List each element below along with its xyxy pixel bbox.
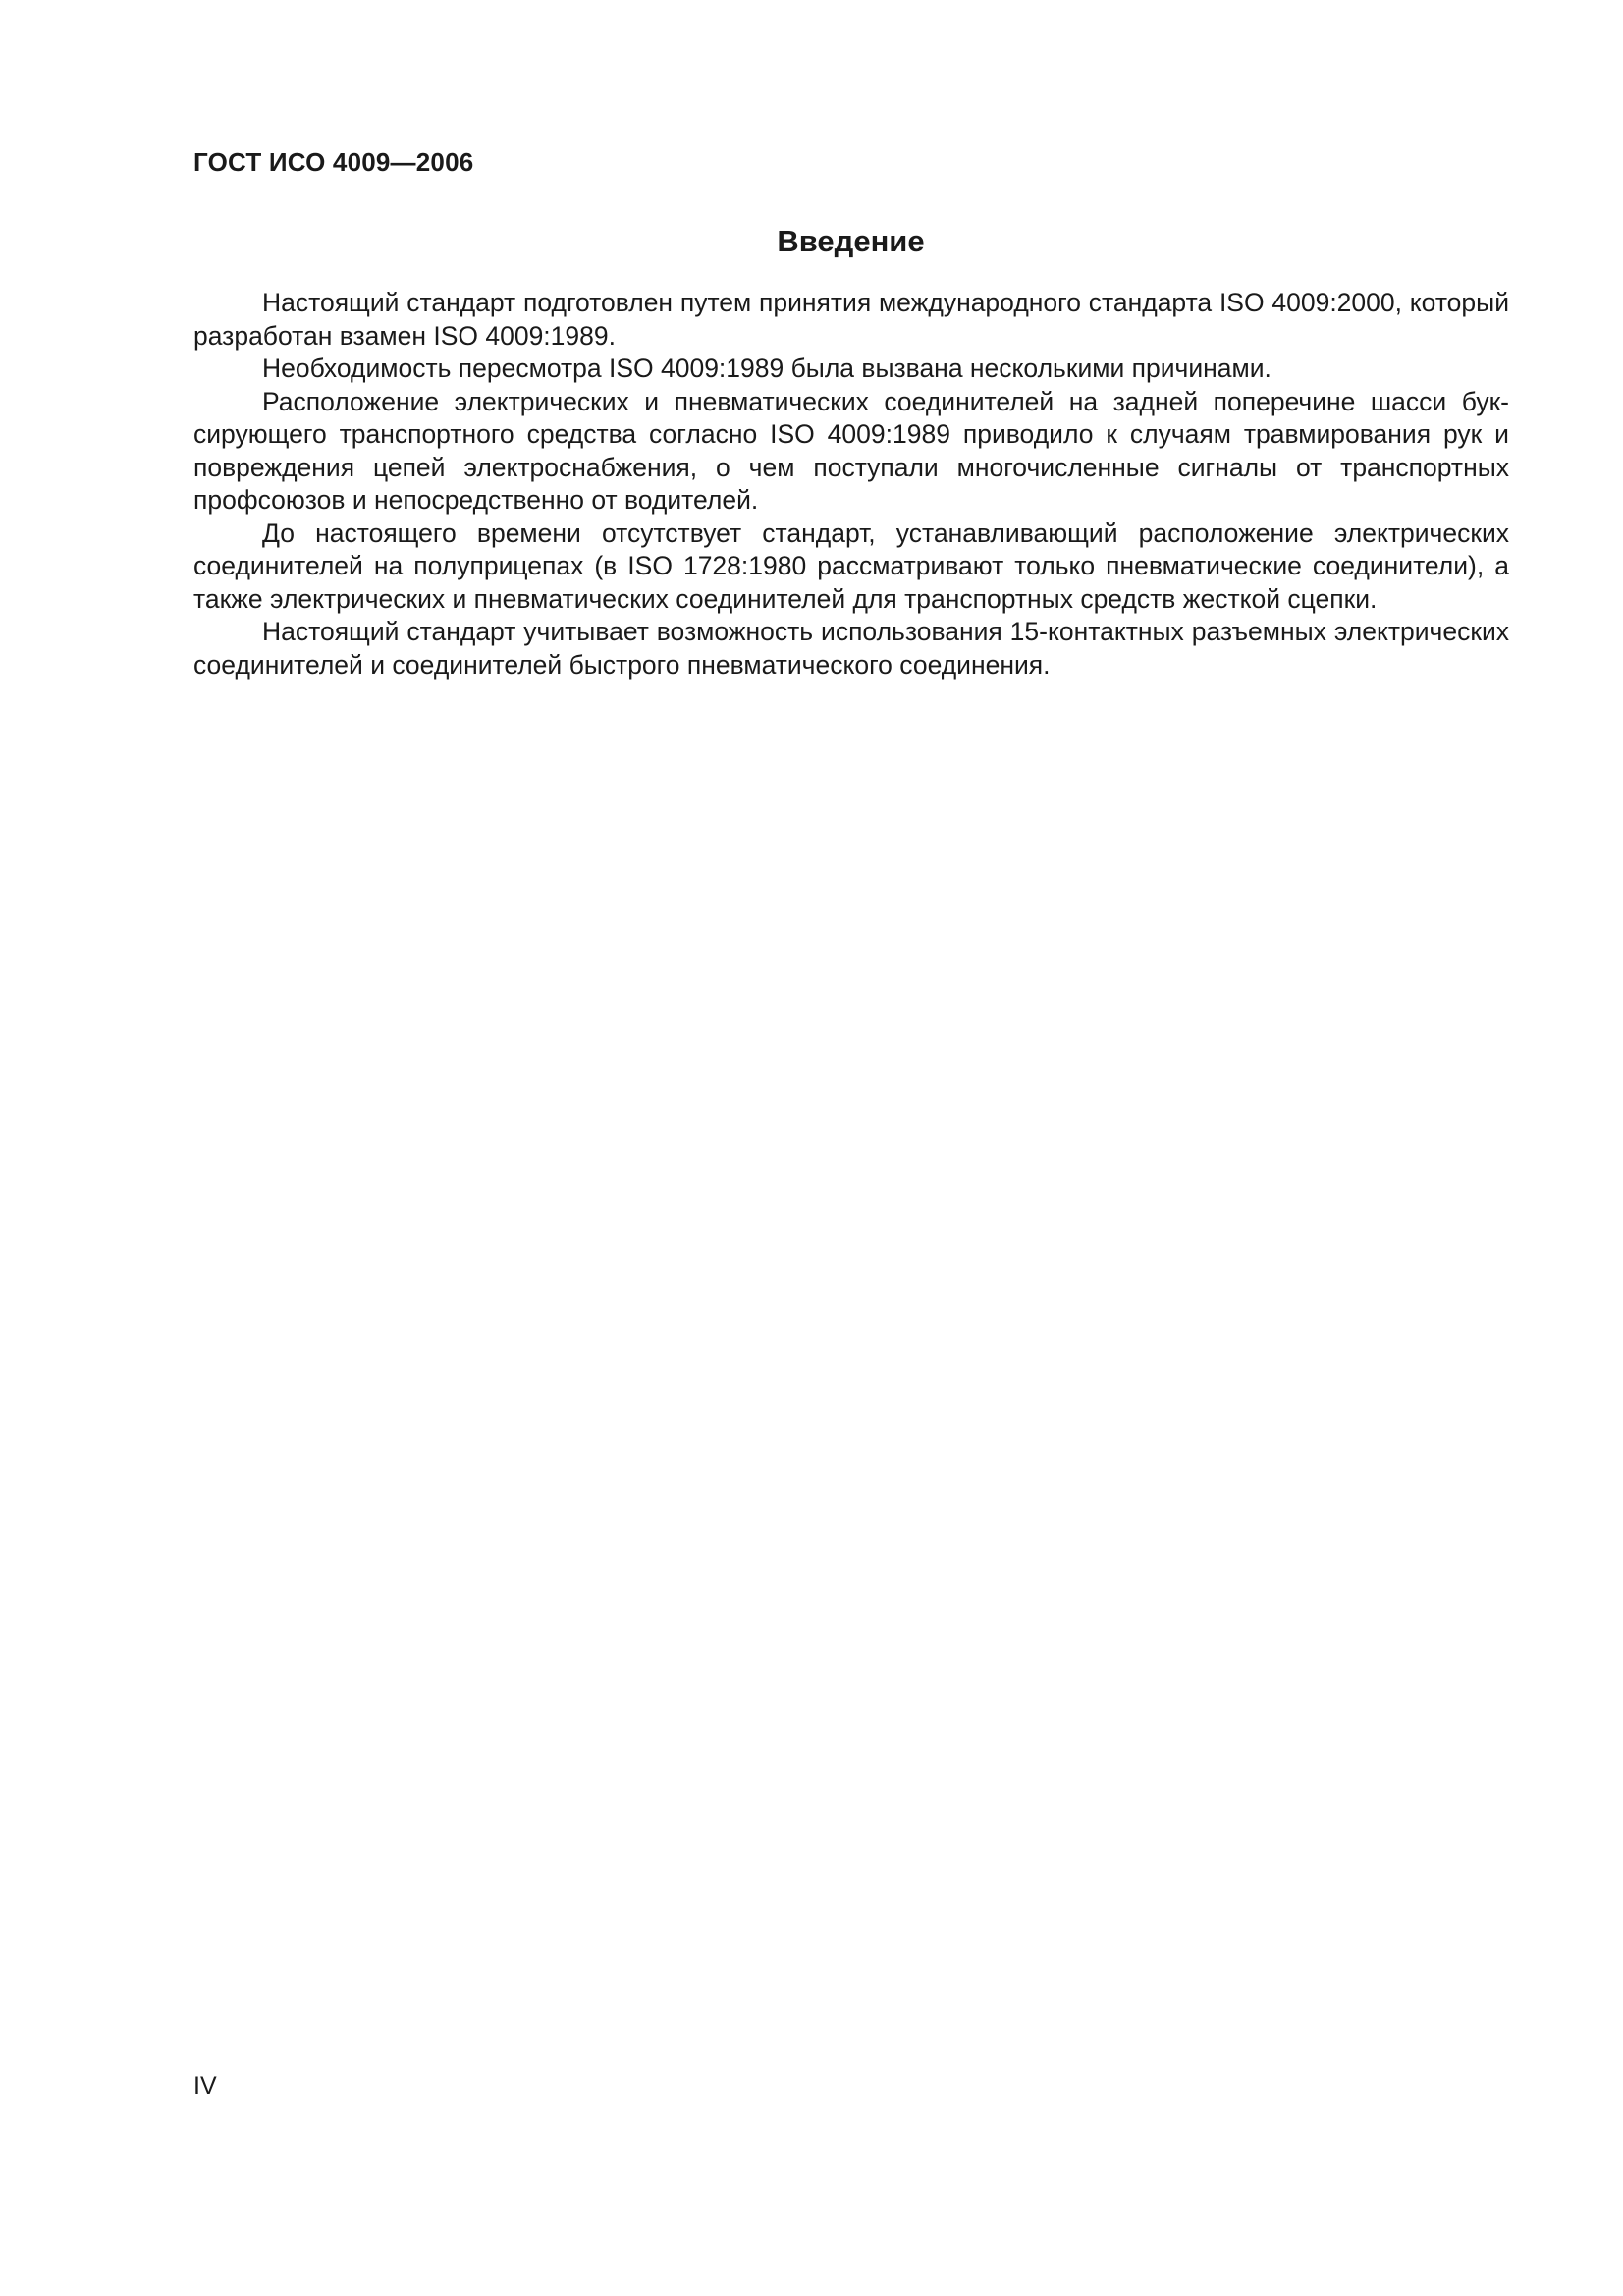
paragraph: Необходимость пересмотра ISO 4009:1989 была вызвана несколькими причинами. xyxy=(262,354,1271,383)
document-code-header: ГОСТ ИСО 4009—2006 xyxy=(193,147,474,177)
paragraph: До настоящего времени отсутствует стандарт, устанавливающий расположение электрических соединителей на полуприцепах (в ISO 1728:1980 рассматривают только пневматические соединители), а также электрических и пневматических соединителей для транспортных средств жесткой сцепки. xyxy=(193,518,1509,614)
introduction-body xyxy=(193,287,1509,682)
paragraph: Расположение электрических и пневматических соединителей на задней поперечине шасси буксирующего транспортного средства согласно ISO 4009:1989 приводило к случаям травмирования рук и повреждения цепей электроснабжения, о чем поступали многочисленные сигналы от транспортных профсоюзов и непосредственно от водителей. xyxy=(193,386,1509,515)
paragraph: Настоящий стандарт учитывает возможность использования 15-контактных разъемных электрических соединителей и соединителей быстрого пневматического соединения. xyxy=(193,617,1509,680)
section-title: Введение xyxy=(777,224,925,258)
page-number: IV xyxy=(193,2072,217,2100)
paragraph: Настоящий стандарт подготовлен путем принятия международного стандарта ISO 4009:2000, который разработан взамен ISO 4009:1989. xyxy=(193,288,1509,351)
